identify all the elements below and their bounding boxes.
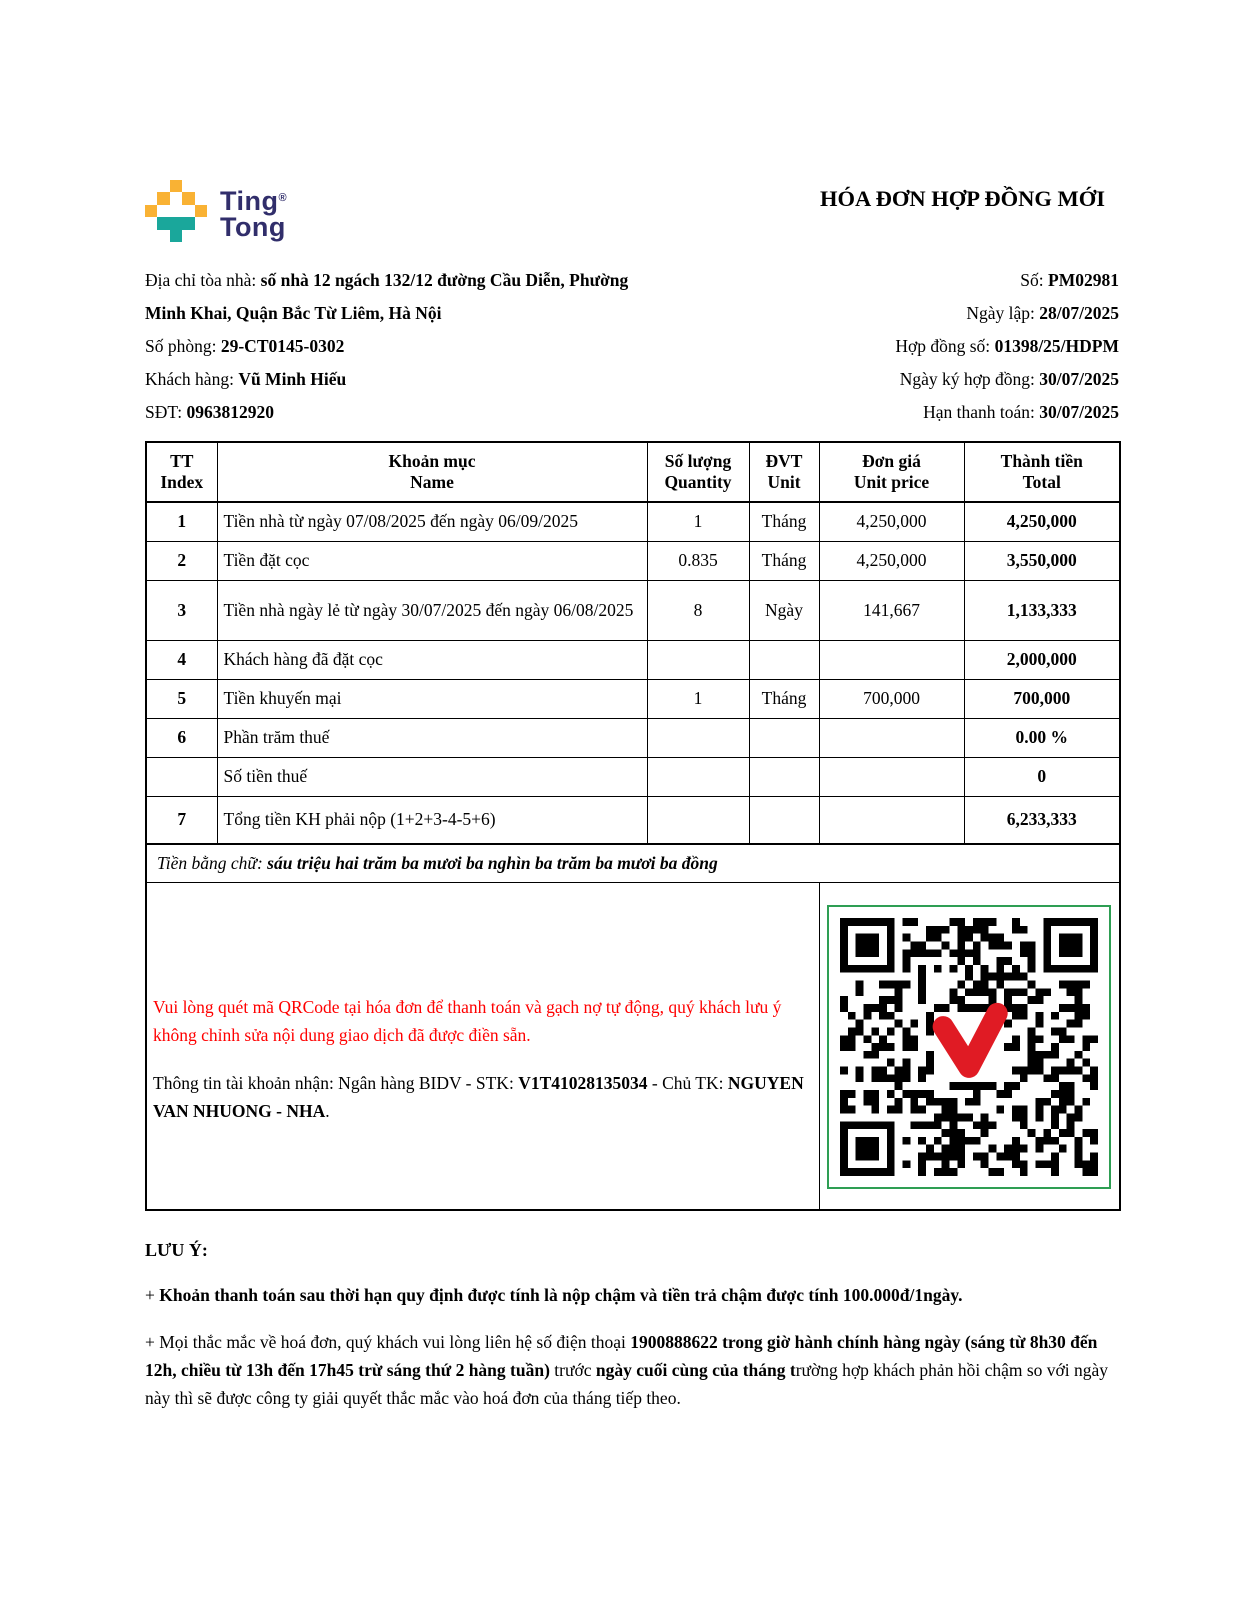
contract-number: Hợp đồng số: 01398/25/HDPM bbox=[895, 335, 1119, 356]
column-header-unit-price: Đơn giá Unit price bbox=[819, 442, 964, 502]
column-header-total: Thành tiền Total bbox=[964, 442, 1120, 502]
contract-sign-date: Ngày ký hợp đồng: 30/07/2025 bbox=[899, 368, 1119, 389]
cell-index: 4 bbox=[146, 640, 217, 679]
tingtong-logo bbox=[145, 180, 287, 242]
cell-index: 2 bbox=[146, 541, 217, 580]
cell-total: 0 bbox=[964, 757, 1120, 796]
building-info-block bbox=[145, 264, 685, 429]
cell-unit: Tháng bbox=[749, 502, 819, 541]
logo-pixel bbox=[182, 192, 194, 204]
table-row bbox=[146, 679, 1120, 718]
column-header-index: TT Index bbox=[146, 442, 217, 502]
tingtong-logo-text bbox=[220, 185, 287, 240]
receiving-account-info: Thông tin tài khoản nhận: Ngân hàng BIDV - STK: V1T41028135034 - Chủ TK: NGUYEN VAN NHUONG - NHA. bbox=[153, 1072, 804, 1121]
building-address-line1: Địa chỉ tòa nhà: số nhà 12 ngách 132/12 đường Cầu Diễn, Phường bbox=[145, 270, 629, 290]
room-number: Số phòng: 29-CT0145-0302 bbox=[145, 335, 345, 356]
late-payment-note: + Khoản thanh toán sau thời hạn quy định được tính là nộp chậm và tiền trả chậm được tính 100.000đ/1ngày. bbox=[145, 1285, 963, 1305]
tingtong-logo-icon bbox=[145, 180, 207, 242]
cell-unit bbox=[749, 640, 819, 679]
column-header-quantity: Số lượng Quantity bbox=[647, 442, 749, 502]
cell-unit-price bbox=[819, 796, 964, 844]
logo-pixel bbox=[157, 217, 194, 229]
cell-quantity bbox=[647, 640, 749, 679]
cell-quantity: 8 bbox=[647, 580, 749, 640]
cell-name: Số tiền thuế bbox=[217, 757, 647, 796]
logo-pixel bbox=[145, 205, 157, 217]
cell-unit: Tháng bbox=[749, 679, 819, 718]
page-title: HÓA ĐƠN HỢP ĐỒNG MỚI bbox=[819, 186, 1105, 211]
cell-unit bbox=[749, 718, 819, 757]
building-address-line2: Minh Khai, Quận Bắc Từ Liêm, Hà Nội bbox=[145, 302, 442, 323]
table-header-row bbox=[146, 442, 1120, 502]
invoice-issue-date: Ngày lập: 28/07/2025 bbox=[966, 302, 1119, 323]
notes-section bbox=[145, 1240, 1127, 1412]
logo-pixel bbox=[170, 230, 182, 242]
cell-name: Khách hàng đã đặt cọc bbox=[217, 640, 647, 679]
cell-name: Tiền nhà ngày lẻ từ ngày 30/07/2025 đến ngày 06/08/2025 bbox=[217, 580, 647, 640]
cell-quantity bbox=[647, 718, 749, 757]
qr-scan-notice: Vui lòng quét mã QRCode tại hóa đơn để thanh toán và gạch nợ tự động, quý khách lưu ý không chỉnh sửa nội dung giao dịch đã được điền sẵn. bbox=[153, 996, 782, 1045]
qr-code bbox=[827, 905, 1111, 1189]
cell-index: 3 bbox=[146, 580, 217, 640]
cell-index: 7 bbox=[146, 796, 217, 844]
table-row bbox=[146, 640, 1120, 679]
invoice-number: Số: PM02981 bbox=[1020, 270, 1119, 290]
column-header-unit: ĐVT Unit bbox=[749, 442, 819, 502]
amount-in-words: Tiền bằng chữ: sáu triệu hai trăm ba mươi ba nghìn ba trăm ba mươi ba đồng bbox=[146, 844, 1120, 882]
cell-unit-price: 4,250,000 bbox=[819, 541, 964, 580]
logo-word-tong: Tong bbox=[219, 212, 286, 242]
cell-name: Tiền nhà từ ngày 07/08/2025 đến ngày 06/09/2025 bbox=[217, 502, 647, 541]
cell-unit-price bbox=[819, 718, 964, 757]
cell-name: Phần trăm thuế bbox=[217, 718, 647, 757]
table-row bbox=[146, 580, 1120, 640]
table-row bbox=[146, 757, 1120, 796]
table-row bbox=[146, 541, 1120, 580]
cell-unit: Tháng bbox=[749, 541, 819, 580]
cell-total: 2,000,000 bbox=[964, 640, 1120, 679]
cell-total: 4,250,000 bbox=[964, 502, 1120, 541]
notes-heading: LƯU Ý: bbox=[145, 1240, 208, 1260]
invoice-items-table bbox=[145, 441, 1121, 1211]
account-holder: NGUYEN VAN NHUONG - NHA bbox=[153, 1072, 804, 1121]
registered-mark: ® bbox=[278, 192, 288, 204]
cell-name: Tiền đặt cọc bbox=[217, 541, 647, 580]
logo-pixel bbox=[157, 192, 169, 204]
column-header-name: Khoản mục Name bbox=[217, 442, 647, 502]
cell-unit-price: 4,250,000 bbox=[819, 502, 964, 541]
payment-instructions-cell bbox=[146, 882, 819, 1210]
cell-total: 6,233,333 bbox=[964, 796, 1120, 844]
table-row bbox=[146, 502, 1120, 541]
cell-index: 1 bbox=[146, 502, 217, 541]
cell-quantity bbox=[647, 796, 749, 844]
table-row bbox=[146, 718, 1120, 757]
cell-quantity: 0.835 bbox=[647, 541, 749, 580]
cell-unit bbox=[749, 757, 819, 796]
cell-unit-price: 700,000 bbox=[819, 679, 964, 718]
cell-unit: Ngày bbox=[749, 580, 819, 640]
logo-pixel bbox=[195, 205, 207, 217]
logo-pixel bbox=[170, 180, 182, 192]
cell-name: Tổng tiền KH phải nộp (1+2+3-4-5+6) bbox=[217, 796, 647, 844]
qr-code-cell bbox=[819, 882, 1120, 1210]
cell-unit bbox=[749, 796, 819, 844]
cell-index bbox=[146, 757, 217, 796]
cell-unit-price bbox=[819, 757, 964, 796]
payment-due-date: Hạn thanh toán: 30/07/2025 bbox=[923, 401, 1119, 422]
cell-total: 3,550,000 bbox=[964, 541, 1120, 580]
cell-index: 6 bbox=[146, 718, 217, 757]
customer-phone: SĐT: 0963812920 bbox=[145, 401, 274, 422]
logo-word-ting: Ting bbox=[219, 186, 279, 216]
cell-quantity bbox=[647, 757, 749, 796]
hotline-note: + Mọi thắc mắc về hoá đơn, quý khách vui lòng liên hệ số điện thoại 1900888622 trong giờ hành chính hàng ngày (sáng từ 8h30 đến 12h, chiều từ 13h đến 17h45 trừ sáng thứ 2 hàng tuần) trước ngày cuối cùng của tháng trường hợp khách phản hồi chậm so với ngày này thì sẽ được công ty giải quyết thắc mắc vào hoá đơn của tháng tiếp theo. bbox=[145, 1332, 1109, 1408]
cell-quantity: 1 bbox=[647, 679, 749, 718]
cell-quantity: 1 bbox=[647, 502, 749, 541]
cell-name: Tiền khuyến mại bbox=[217, 679, 647, 718]
cell-unit-price: 141,667 bbox=[819, 580, 964, 640]
account-number: V1T41028135034 bbox=[518, 1072, 648, 1093]
cell-unit-price bbox=[819, 640, 964, 679]
amount-in-words-row bbox=[146, 844, 1120, 882]
payment-qr-row bbox=[146, 882, 1120, 1210]
cell-total: 1,133,333 bbox=[964, 580, 1120, 640]
qr-code-image bbox=[840, 918, 1098, 1176]
cell-total: 0.00 % bbox=[964, 718, 1120, 757]
customer-name: Khách hàng: Vũ Minh Hiếu bbox=[145, 368, 347, 389]
table-row-grand-total bbox=[146, 796, 1120, 844]
cell-total: 700,000 bbox=[964, 679, 1120, 718]
invoice-meta-block bbox=[895, 264, 1119, 429]
cell-index: 5 bbox=[146, 679, 217, 718]
